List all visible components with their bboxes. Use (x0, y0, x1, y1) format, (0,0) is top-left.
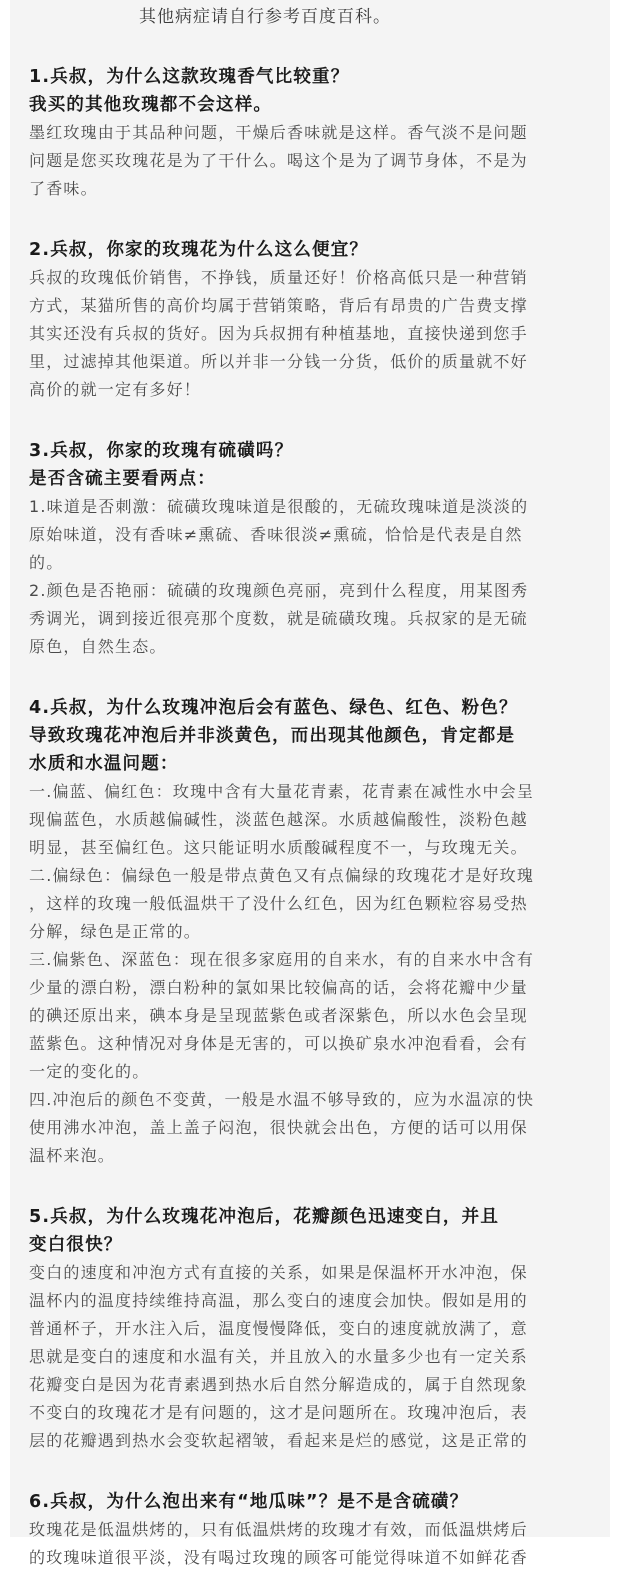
faq-section-6 (29, 1488, 604, 1572)
answer-line: 高价的就一定有多好！ (29, 380, 202, 399)
answer-line: 了香味。 (29, 179, 98, 198)
answer-line: 现偏蓝色，水质越偏碱性，淡蓝色越深。水质越偏酸性，淡粉色越 (29, 810, 528, 829)
answer-line: 温杯内的温度持续维持高温，那么变白的速度会加快。假如是用的 (29, 1291, 528, 1310)
answer-line: 2.颜色是否艳丽：硫磺的玫瑰颜色亮丽，亮到什么程度，用某图秀 (29, 581, 529, 600)
article-page (10, 0, 610, 1567)
intro-note: 其他病症请自行参考百度百科。 (139, 7, 391, 27)
answer-line: 思就是变白的速度和水温有关，并且放入的水量多少也有一定关系 (29, 1347, 528, 1366)
answer-line: 蓝紫色。这种情况对身体是无害的，可以换矿泉水冲泡看看，会有 (29, 1034, 528, 1053)
answer-line: 里，过滤掉其他渠道。所以并非一分钱一分货，低价的质量就不好 (29, 352, 528, 371)
answer-line: 使用沸水冲泡，盖上盖子闷泡，很快就会出色，方便的话可以用保 (29, 1118, 528, 1137)
faq-section-4 (29, 694, 604, 1170)
answer-line: 不变白的玫瑰花才是有问题的，这才是问题所在。玫瑰冲泡后，表 (29, 1403, 528, 1422)
answer-line: 一定的变化的。 (29, 1062, 150, 1081)
faq-content (29, 0, 604, 1572)
answer-line: ，这样的玫瑰一般低温烘干了没什么红色，因为红色颗粒容易受热 (29, 894, 528, 913)
answer-line: 其实还没有兵叔的货好。因为兵叔拥有种植基地，直接快递到您手 (29, 324, 528, 343)
question-line: 变白很快？ (29, 1235, 123, 1255)
question-line: 导致玫瑰花冲泡后并非淡黄色，而出现其他颜色，肯定都是 (29, 726, 516, 746)
answer-line: 变白的速度和冲泡方式有直接的关系，如果是保温杯开水冲泡，保 (29, 1263, 528, 1282)
answer-line: 的碘还原出来，碘本身是呈现蓝紫色或者深紫色，所以水色会呈现 (29, 1006, 528, 1025)
answer-line: 的。 (29, 553, 64, 572)
question-line: 3.兵叔，你家的玫瑰有硫磺吗？ (29, 441, 294, 461)
question-line: 我买的其他玫瑰都不会这样。 (29, 95, 273, 115)
answer-line: 二.偏绿色：偏绿色一般是带点黄色又有点偏绿的玫瑰花才是好玫瑰 (29, 866, 535, 885)
question-line: 1.兵叔，为什么这款玫瑰香气比较重？ (29, 67, 350, 87)
answer-line: 分解，绿色是正常的。 (29, 922, 202, 941)
faq-section-1 (29, 63, 604, 203)
answer-line: 少量的漂白粉，漂白粉种的氯如果比较偏高的话，会将花瓣中少量 (29, 978, 528, 997)
answer-line: 玫瑰花是低温烘烤的，只有低温烘烤的玫瑰才有效，而低温烘烤后 (29, 1520, 528, 1539)
answer-line: 问题是您买玫瑰花是为了干什么。喝这个是为了调节身体，不是为 (29, 151, 528, 170)
answer-line: 原色，自然生态。 (29, 637, 167, 656)
answer-line: 普通杯子，开水注入后，温度慢慢降低，变白的速度就放满了，意 (29, 1319, 528, 1338)
answer-line: 兵叔的玫瑰低价销售，不挣钱，质量还好！价格高低只是一种营销 (29, 268, 528, 287)
faq-section-2 (29, 236, 604, 404)
question-line: 4.兵叔，为什么玫瑰冲泡后会有蓝色、绿色、红色、粉色？ (29, 698, 518, 718)
faq-section-5 (29, 1203, 604, 1455)
answer-line: 方式，某猫所售的高价均属于营销策略，背后有昂贵的广告费支撑 (29, 296, 528, 315)
answer-line: 一.偏蓝、偏红色：玫瑰中含有大量花青素，花青素在减性水中会呈 (29, 782, 535, 801)
answer-line: 1.味道是否刺激：硫磺玫瑰味道是很酸的，无硫玫瑰味道是淡淡的 (29, 497, 529, 516)
question-line: 2.兵叔，你家的玫瑰花为什么这么便宜？ (29, 240, 369, 260)
answer-line: 的玫瑰味道很平淡，没有喝过玫瑰的顾客可能觉得味道不如鲜花香 (29, 1548, 528, 1567)
question-line: 是否含硫主要看两点： (29, 469, 216, 489)
answer-line: 墨红玫瑰由于其品种问题，干燥后香味就是这样。香气淡不是问题 (29, 123, 528, 142)
question-line: 6.兵叔，为什么泡出来有“地瓜味”？是不是含硫磺？ (29, 1492, 469, 1512)
answer-line: 花瓣变白是因为花青素遇到热水后自然分解造成的，属于自然现象 (29, 1375, 528, 1394)
answer-line: 原始味道，没有香味≠熏硫、香味很淡≠熏硫，恰恰是代表是自然 (29, 525, 523, 544)
question-line: 水质和水温问题： (29, 754, 179, 774)
answer-line: 秀调光，调到接近很亮那个度数，就是硫磺玫瑰。兵叔家的是无硫 (29, 609, 528, 628)
answer-line: 明显，甚至偏红色。这只能证明水质酸碱程度不一，与玫瑰无关。 (29, 838, 528, 857)
answer-line: 四.冲泡后的颜色不变黄，一般是水温不够导致的，应为水温凉的快 (29, 1090, 535, 1109)
question-line: 5.兵叔，为什么玫瑰花冲泡后，花瓣颜色迅速变白，并且 (29, 1207, 500, 1227)
answer-line: 层的花瓣遇到热水会变软起褶皱，看起来是烂的感觉，这是正常的 (29, 1431, 528, 1450)
answer-line: 温杯来泡。 (29, 1146, 116, 1165)
answer-line: 三.偏紫色、深蓝色：现在很多家庭用的自来水，有的自来水中含有 (29, 950, 535, 969)
faq-section-3 (29, 437, 604, 661)
